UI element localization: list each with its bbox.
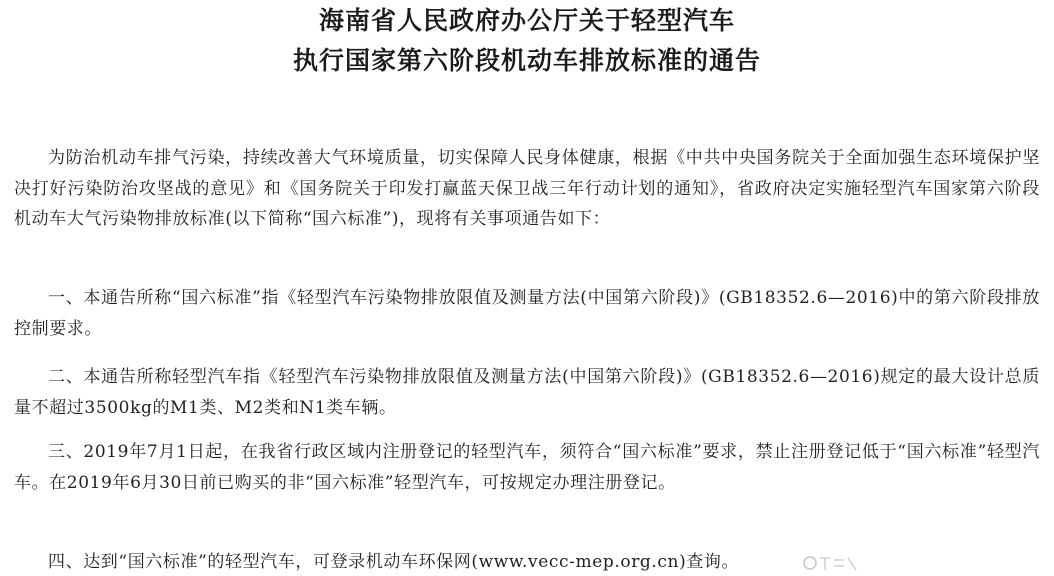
watermark-logo (800, 550, 860, 576)
paragraph-item-3: 三、2019年7月1日起，在我省行政区域内注册登记的轻型汽车，须符合“国六标准”要求，禁止注册登记低于“国六标准”轻型汽车。在2019年6月30日前已购买的非“国六标准”轻型汽车，可按规定办理注册登记。 (14, 442, 1040, 493)
paragraph-intro: 为防治机动车排气污染，持续改善大气环境质量，切实保障人民身体健康，根据《中共中央国务院关于全面加强生态环境保护坚决打好污染防治攻坚战的意见》和《国务院关于印发打赢蓝天保卫战三年行动计划的通知》，省政府决定实施轻型汽车国家第六阶段机动车大气污染物排放标准(以下简称“国六标准”)，现将有关事项通告如下： (14, 148, 1040, 229)
paragraph-item-4: 四、达到“国六标准”的轻型汽车，可登录机动车环保网(www.vecc-mep.org.cn)查询。 (48, 552, 740, 572)
document-title-line-1: 海南省人民政府办公厅关于轻型汽车 (318, 6, 735, 35)
paragraph-item-2: 二、本通告所称轻型汽车指《轻型汽车污染物排放限值及测量方法(中国第六阶段)》(GB18352.6—2016)规定的最大设计总质量不超过3500kg的M1类、M2类和N1类车辆。 (14, 367, 1040, 418)
paragraph-item-1: 一、本通告所称“国六标准”指《轻型汽车污染物排放限值及测量方法(中国第六阶段)》(GB18352.6—2016)中的第六阶段排放控制要求。 (14, 288, 1040, 339)
document-title-line-2: 执行国家第六阶段机动车排放标准的通告 (292, 46, 761, 75)
